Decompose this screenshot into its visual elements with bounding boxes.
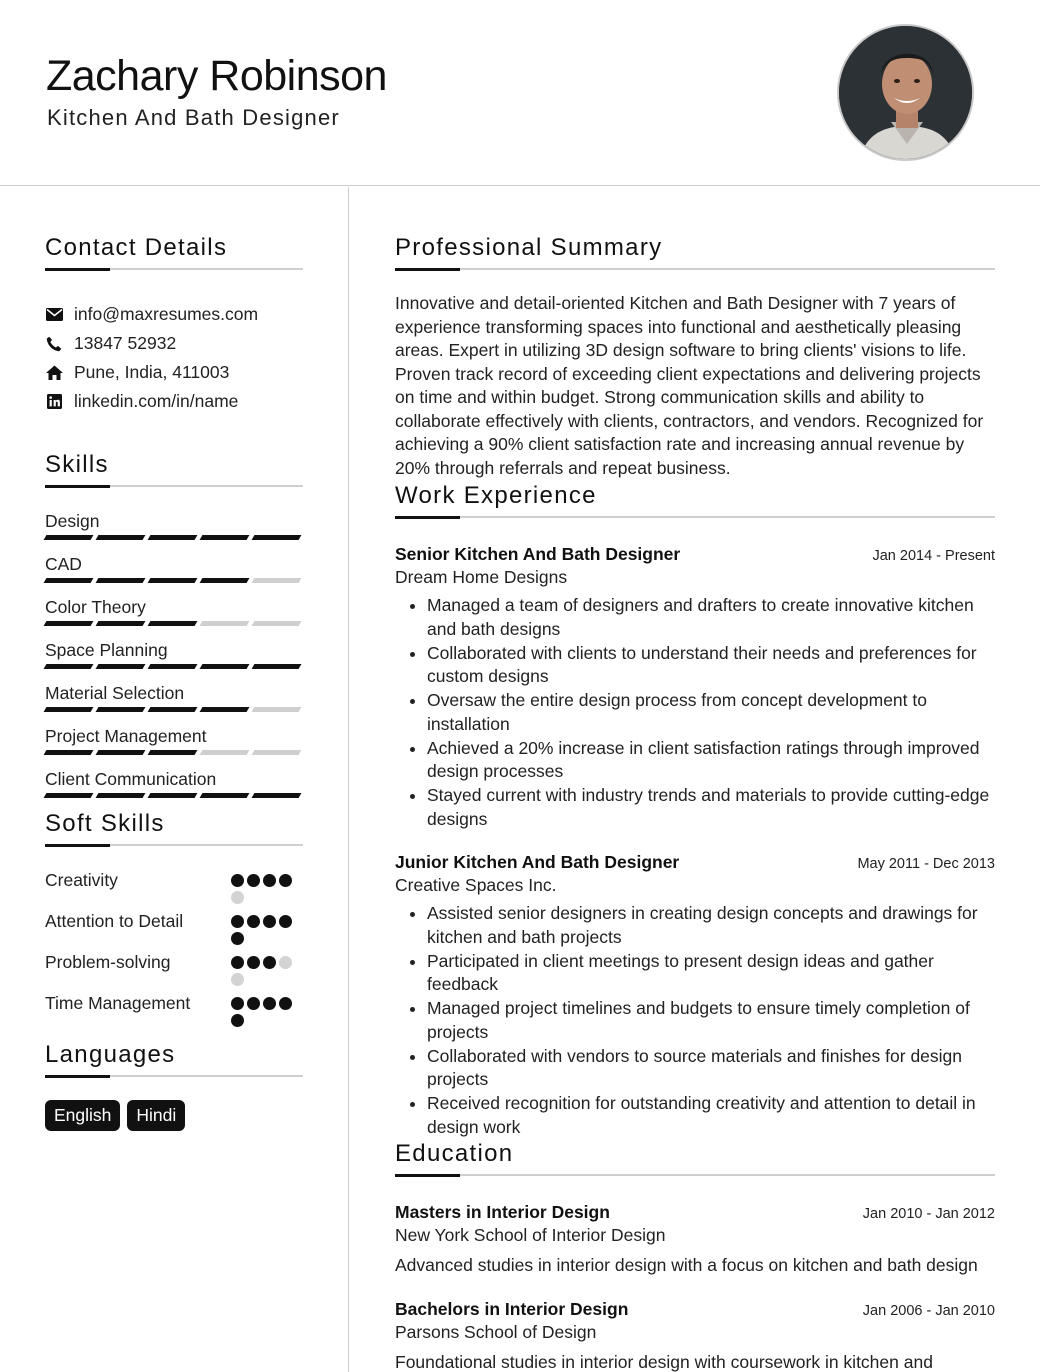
education-dates: Jan 2010 - Jan 2012 <box>862 1206 995 1222</box>
skills-list <box>45 509 303 798</box>
envelope-icon <box>45 306 63 324</box>
skill-level-segment <box>148 664 198 669</box>
languages-list <box>45 1100 303 1131</box>
job-bullet: • Oversaw the entire design process from concept development to installation <box>427 689 995 736</box>
summary-section <box>395 234 995 480</box>
rating-dot <box>279 915 292 928</box>
skill-item <box>45 509 303 540</box>
contact-list <box>45 300 303 416</box>
education-section <box>395 1140 995 1372</box>
job-bullet: • Managed a team of designers and drafters to create innovative kitchen and bath designs <box>427 594 995 641</box>
soft-skill-rating <box>231 868 303 904</box>
skill-level-segment <box>96 535 146 540</box>
skill-level-segment <box>96 664 146 669</box>
skill-level-bar <box>45 664 303 669</box>
rating-dot <box>231 915 244 928</box>
column-divider <box>348 187 349 1372</box>
contact-linkedin[interactable] <box>45 387 303 416</box>
education-header <box>395 1299 995 1320</box>
experience-section <box>395 482 995 1139</box>
job-role: Junior Kitchen And Bath Designer <box>395 852 680 872</box>
education-entry <box>395 1202 995 1278</box>
section-rule <box>395 268 995 270</box>
job-company: Dream Home Designs <box>395 567 568 587</box>
education-school: New York School of Interior Design <box>395 1225 666 1245</box>
avatar-portrait-icon <box>839 26 974 161</box>
skill-level-bar <box>45 793 303 798</box>
rating-dot <box>231 932 244 945</box>
skill-level-segment <box>200 535 250 540</box>
linkedin-icon <box>45 393 63 411</box>
job-entry <box>395 544 995 831</box>
skill-level-segment <box>200 707 250 712</box>
summary-text: Innovative and detail-oriented Kitchen and Bath Designer with 7 years of experience transforming spaces into functional and aesthetically pleasing areas. Expert in utilizing 3D design software to bring clients' visions to life. Proven track record of exceeding client expectations and delivering projects on time and within budget. Strong communication skills and ability to collaborate effectively with clients, contractors, and vendors. Recognized for achieving a 90% client satisfaction rate and increasing annual revenue by 20% through referrals and repeat business. <box>395 293 984 478</box>
phone-icon <box>45 335 63 353</box>
soft-skill-rating <box>231 909 303 945</box>
skill-item <box>45 552 303 583</box>
skill-level-segment <box>148 750 198 755</box>
job-bullet: • Received recognition for outstanding creativity and attention to detail in design work <box>427 1092 995 1139</box>
job-dates: May 2011 - Dec 2013 <box>857 856 995 872</box>
education-entry <box>395 1299 995 1372</box>
soft-skill-name: Problem-solving <box>45 952 171 972</box>
education-dates: Jan 2006 - Jan 2010 <box>862 1302 995 1319</box>
job-company: Creative Spaces Inc. <box>395 875 557 895</box>
job-dates: Jan 2014 - Present <box>872 548 995 564</box>
skill-level-segment <box>200 793 250 798</box>
job-bullets <box>395 594 995 831</box>
skill-level-segment <box>44 664 94 669</box>
education-school: Parsons School of Design <box>395 1321 597 1342</box>
contact-email-text: info@maxresumes.com <box>74 304 259 324</box>
skill-level-segment <box>44 793 94 798</box>
rating-dot <box>231 997 244 1010</box>
job-bullet: • Stayed current with industry trends and materials to provide cutting-edge designs <box>427 784 995 831</box>
rating-dot <box>231 1014 244 1027</box>
education-degree: Bachelors in Interior Design <box>395 1298 629 1319</box>
skill-level-segment <box>44 621 94 626</box>
skill-level-bar <box>45 750 303 755</box>
skill-name: Material Selection <box>45 683 185 703</box>
home-icon <box>45 364 63 382</box>
soft-skills-heading: Soft Skills <box>45 810 165 837</box>
candidate-name: Zachary Robinson <box>46 52 387 100</box>
languages-heading: Languages <box>45 1041 176 1068</box>
candidate-title: Kitchen And Bath Designer <box>47 105 340 130</box>
skill-level-bar <box>45 578 303 583</box>
section-rule <box>395 1174 995 1176</box>
rating-dot <box>247 915 260 928</box>
skill-name: Space Planning <box>45 640 168 660</box>
job-header <box>395 544 995 565</box>
job-bullets <box>395 902 995 1139</box>
skill-item <box>45 681 303 712</box>
rating-dot <box>279 956 292 969</box>
section-rule <box>45 844 303 846</box>
jobs-list <box>395 544 995 1139</box>
rating-dot <box>263 915 276 928</box>
rating-dot <box>279 997 292 1010</box>
soft-skill-item <box>45 868 303 904</box>
skill-level-segment <box>96 578 146 583</box>
soft-skill-name: Time Management <box>45 993 191 1013</box>
education-header <box>395 1202 995 1223</box>
contact-linkedin-text: linkedin.com/in/name <box>74 391 239 411</box>
contact-email[interactable] <box>45 300 303 329</box>
soft-skill-item <box>45 950 303 986</box>
soft-skills-section <box>45 810 303 1027</box>
skill-level-bar <box>45 707 303 712</box>
job-bullet: • Managed project timelines and budgets to ensure timely completion of projects <box>427 997 995 1044</box>
skill-level-segment <box>252 664 302 669</box>
soft-skill-item <box>45 909 303 945</box>
skill-item <box>45 724 303 755</box>
skill-name: Color Theory <box>45 597 146 617</box>
skill-level-segment <box>96 750 146 755</box>
language-badge: Hindi <box>127 1100 185 1131</box>
rating-dot <box>279 874 292 887</box>
soft-skill-name: Creativity <box>45 870 118 890</box>
skill-level-segment <box>148 578 198 583</box>
skill-level-segment <box>44 707 94 712</box>
skill-level-bar <box>45 621 303 626</box>
soft-skill-name: Attention to Detail <box>45 911 184 931</box>
contact-phone[interactable] <box>45 329 303 358</box>
skill-level-segment <box>252 535 302 540</box>
skill-level-segment <box>200 750 250 755</box>
resume-header <box>0 0 1040 186</box>
rating-dot <box>263 874 276 887</box>
skill-level-segment <box>44 535 94 540</box>
job-bullet: • Collaborated with vendors to source materials and finishes for design projects <box>427 1045 995 1092</box>
soft-skill-rating <box>231 950 303 986</box>
job-role: Senior Kitchen And Bath Designer <box>395 544 681 564</box>
soft-skill-rating <box>231 991 303 1027</box>
contact-phone-text: 13847 52932 <box>74 333 177 353</box>
skill-item <box>45 595 303 626</box>
contact-section <box>45 234 303 416</box>
skills-heading: Skills <box>45 451 109 478</box>
soft-skills-list <box>45 868 303 1027</box>
skill-level-segment <box>148 535 198 540</box>
education-description: Advanced studies in interior design with a focus on kitchen and bath design <box>395 1255 978 1275</box>
job-bullet: • Achieved a 20% increase in client satisfaction ratings through improved design processes <box>427 737 995 784</box>
skill-level-segment <box>252 793 302 798</box>
skill-level-segment <box>200 578 250 583</box>
skill-level-segment <box>252 578 302 583</box>
soft-skill-item <box>45 991 303 1027</box>
skill-level-segment <box>44 750 94 755</box>
profile-photo <box>837 24 974 161</box>
contact-address-text: Pune, India, 411003 <box>74 362 230 382</box>
skill-level-segment <box>252 621 302 626</box>
skill-name: Client Communication <box>45 769 217 789</box>
education-list <box>395 1202 995 1372</box>
rating-dot <box>231 956 244 969</box>
rating-dot <box>247 956 260 969</box>
rating-dot <box>263 997 276 1010</box>
skill-name: Design <box>45 511 100 531</box>
skill-level-segment <box>148 793 198 798</box>
skill-level-segment <box>252 750 302 755</box>
rating-dot <box>231 891 244 904</box>
rating-dot <box>231 973 244 986</box>
education-degree: Masters in Interior Design <box>395 1202 610 1222</box>
skill-level-segment <box>96 707 146 712</box>
skill-level-segment <box>200 664 250 669</box>
skill-level-segment <box>252 707 302 712</box>
skills-section <box>45 451 303 798</box>
job-header <box>395 852 995 873</box>
skill-name: Project Management <box>45 726 207 746</box>
skill-item <box>45 767 303 798</box>
rating-dot <box>247 874 260 887</box>
contact-heading: Contact Details <box>45 234 228 261</box>
job-bullet: • Participated in client meetings to present design ideas and gather feedback <box>427 950 995 997</box>
education-heading: Education <box>395 1140 514 1167</box>
section-rule <box>395 516 995 518</box>
skill-level-segment <box>200 621 250 626</box>
skill-level-bar <box>45 535 303 540</box>
job-bullet: • Collaborated with clients to understand their needs and preferences for custom designs <box>427 642 995 689</box>
skill-level-segment <box>44 578 94 583</box>
skill-level-segment <box>148 707 198 712</box>
sidebar <box>45 187 303 1131</box>
skill-name: CAD <box>45 554 82 574</box>
main-content <box>395 187 995 1372</box>
skill-level-segment <box>148 621 198 626</box>
skill-item <box>45 638 303 669</box>
skill-level-segment <box>96 793 146 798</box>
section-rule <box>45 1075 303 1077</box>
job-entry <box>395 852 995 1139</box>
rating-dot <box>231 874 244 887</box>
summary-heading: Professional Summary <box>395 234 663 261</box>
job-bullet: • Assisted senior designers in creating design concepts and drawings for kitchen and bath projects <box>427 902 995 949</box>
section-rule <box>45 268 303 270</box>
education-description: Foundational studies in interior design with coursework in kitchen and <box>395 1351 933 1372</box>
languages-section <box>45 1041 303 1131</box>
contact-address <box>45 358 303 387</box>
language-badge: English <box>45 1100 120 1131</box>
rating-dot <box>263 956 276 969</box>
rating-dot <box>247 997 260 1010</box>
skill-level-segment <box>96 621 146 626</box>
section-rule <box>45 485 303 487</box>
experience-heading: Work Experience <box>395 482 597 509</box>
